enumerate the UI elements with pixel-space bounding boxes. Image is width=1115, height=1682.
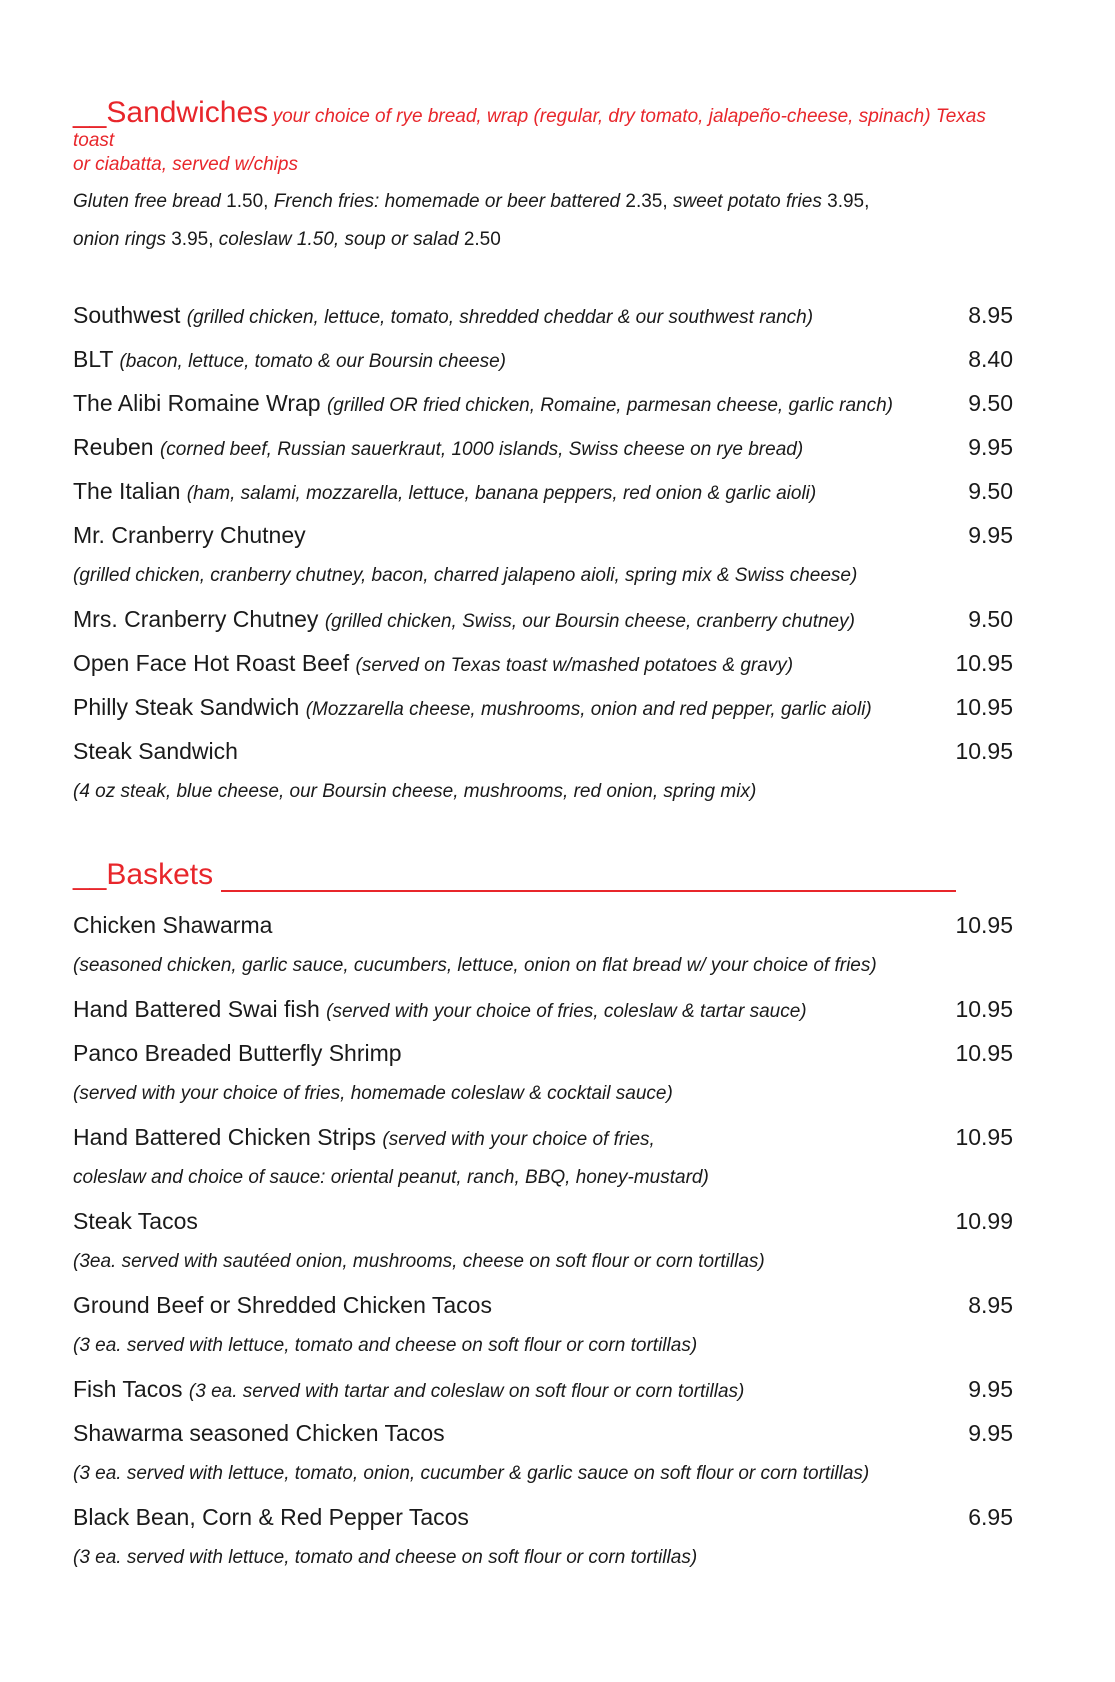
menu-item [73, 728, 1013, 772]
item-price: 10.95 [955, 912, 1013, 938]
menu-item [73, 1410, 1013, 1454]
item-name: Chicken Shawarma [73, 912, 273, 938]
baskets-header [73, 852, 1013, 902]
item-price: 10.95 [955, 738, 1013, 764]
sandwiches-description-cont: or ciabatta, served w/chips [73, 154, 298, 175]
menu-item [73, 424, 1013, 468]
item-sub-description: (3 ea. served with lettuce, tomato, onion, cucumber & garlic sauce on soft flour or corn tortillas) [73, 1463, 870, 1484]
menu-item [73, 1030, 1013, 1074]
item-name: Shawarma seasoned Chicken Tacos [73, 1420, 445, 1446]
item-name: Ground Beef or Shredded Chicken Tacos [73, 1292, 492, 1318]
menu-item [73, 468, 1013, 512]
item-name: Hand Battered Chicken Strips [73, 1124, 376, 1150]
item-price: 9.50 [968, 606, 1013, 632]
sandwiches-header [73, 96, 1013, 152]
menu-item [73, 986, 1013, 1030]
menu-page [73, 96, 1013, 1578]
item-name: Southwest [73, 302, 181, 328]
menu-item [73, 596, 1013, 640]
sides-segment: 2.35, [620, 191, 673, 212]
sides-line-1 [73, 190, 1013, 214]
item-price: 8.95 [968, 1292, 1013, 1318]
item-name: Mrs. Cranberry Chutney [73, 606, 319, 632]
item-name: Mr. Cranberry Chutney [73, 522, 306, 548]
item-price: 9.95 [968, 1376, 1013, 1402]
menu-item [73, 292, 1013, 336]
item-sub-description: (3 ea. served with lettuce, tomato and cheese on soft flour or corn tortillas) [73, 1547, 698, 1568]
sides-line-2 [73, 228, 1013, 252]
sides-segment: Gluten free bread [73, 191, 221, 212]
item-price: 10.99 [955, 1208, 1013, 1234]
item-sub-description: (seasoned chicken, garlic sauce, cucumbers, lettuce, onion on flat bread w/ your choice of fries) [73, 955, 877, 976]
item-description: (bacon, lettuce, tomato & our Boursin cheese) [119, 351, 506, 372]
item-name: The Italian [73, 478, 181, 504]
menu-item [73, 640, 1013, 684]
menu-item [73, 1282, 1013, 1326]
item-name: BLT [73, 346, 114, 372]
item-name: Philly Steak Sandwich [73, 694, 300, 720]
sandwich-list [73, 292, 1013, 812]
item-description: (grilled chicken, lettuce, tomato, shredded cheddar & our southwest ranch) [186, 307, 814, 328]
sides-segment: onion rings [73, 229, 166, 250]
sandwiches-description: your choice of rye bread, wrap (regular, dry tomato, jalapeño-cheese, spinach) Texas toast [73, 106, 986, 151]
item-description: (Mozzarella cheese, mushrooms, onion and red pepper, garlic aioli) [305, 699, 872, 720]
sides-segment: French fries: homemade or beer battered [273, 191, 621, 212]
menu-item [73, 684, 1013, 728]
item-price: 9.50 [968, 478, 1013, 504]
menu-item [73, 1494, 1013, 1538]
sides-segment: 3.95, [821, 191, 870, 212]
item-name: Steak Sandwich [73, 738, 238, 764]
item-name: Hand Battered Swai fish [73, 996, 327, 1022]
sides-segment: sweet potato fries [672, 191, 822, 212]
menu-item [73, 1366, 1013, 1410]
sides-segment: 1.50, [220, 191, 274, 212]
sides-note [73, 190, 1013, 252]
item-price: 8.95 [968, 302, 1013, 328]
item-sub-description: (served with your choice of fries, homemade coleslaw & cocktail sauce) [73, 1083, 673, 1104]
sides-segment: 3.95, [165, 229, 219, 250]
item-name: Steak Tacos [73, 1208, 198, 1234]
baskets-title: __Baskets [73, 858, 214, 891]
menu-item [73, 380, 1013, 424]
item-price: 10.95 [955, 1124, 1013, 1150]
item-name: The Alibi Romaine Wrap [73, 390, 321, 416]
item-description: (3 ea. served with tartar and coleslaw on soft flour or corn tortillas) [188, 1381, 745, 1402]
item-sub-description: (grilled chicken, cranberry chutney, bacon, charred jalapeno aioli, spring mix & Swiss cheese) [73, 565, 858, 586]
item-description: (grilled chicken, Swiss, our Boursin cheese, cranberry chutney) [324, 611, 855, 632]
sides-segment: coleslaw 1.50, soup or salad [218, 229, 459, 250]
item-price: 10.95 [955, 1040, 1013, 1066]
sandwiches-title: __Sandwiches [73, 96, 269, 129]
menu-item [73, 1114, 1013, 1158]
menu-item [73, 512, 1013, 556]
basket-list [73, 902, 1013, 1578]
item-price: 9.50 [968, 390, 1013, 416]
item-description: (served with your choice of fries, [382, 1129, 655, 1150]
item-name: Panco Breaded Butterfly Shrimp [73, 1040, 402, 1066]
item-description: (grilled OR fried chicken, Romaine, parmesan cheese, garlic ranch) [326, 395, 893, 416]
menu-item [73, 902, 1013, 946]
item-sub-description: coleslaw and choice of sauce: oriental peanut, ranch, BBQ, honey-mustard) [73, 1167, 709, 1188]
item-price: 9.95 [968, 434, 1013, 460]
item-description: (corned beef, Russian sauerkraut, 1000 islands, Swiss cheese on rye bread) [159, 439, 804, 460]
item-name: Black Bean, Corn & Red Pepper Tacos [73, 1504, 469, 1530]
item-price: 8.40 [968, 346, 1013, 372]
item-sub-description: (4 oz steak, blue cheese, our Boursin cheese, mushrooms, red onion, spring mix) [73, 781, 757, 802]
item-sub-description: (3ea. served with sautéed onion, mushrooms, cheese on soft flour or corn tortillas) [73, 1251, 765, 1272]
item-description: (served with your choice of fries, coleslaw & tartar sauce) [326, 1001, 807, 1022]
item-name: Reuben [73, 434, 154, 460]
item-price: 9.95 [968, 1420, 1013, 1446]
item-description: (ham, salami, mozzarella, lettuce, banana peppers, red onion & garlic aioli) [186, 483, 817, 504]
item-price: 10.95 [955, 996, 1013, 1022]
item-name: Open Face Hot Roast Beef [73, 650, 350, 676]
sides-segment: 2.50 [458, 229, 501, 250]
item-sub-description: (3 ea. served with lettuce, tomato and cheese on soft flour or corn tortillas) [73, 1335, 698, 1356]
item-description: (served on Texas toast w/mashed potatoes & gravy) [355, 655, 794, 676]
item-price: 10.95 [955, 650, 1013, 676]
menu-item [73, 1198, 1013, 1242]
item-price: 10.95 [955, 694, 1013, 720]
item-price: 6.95 [968, 1504, 1013, 1530]
menu-item [73, 336, 1013, 380]
item-name: Fish Tacos [73, 1376, 183, 1402]
item-price: 9.95 [968, 522, 1013, 548]
baskets-rule [221, 890, 956, 892]
